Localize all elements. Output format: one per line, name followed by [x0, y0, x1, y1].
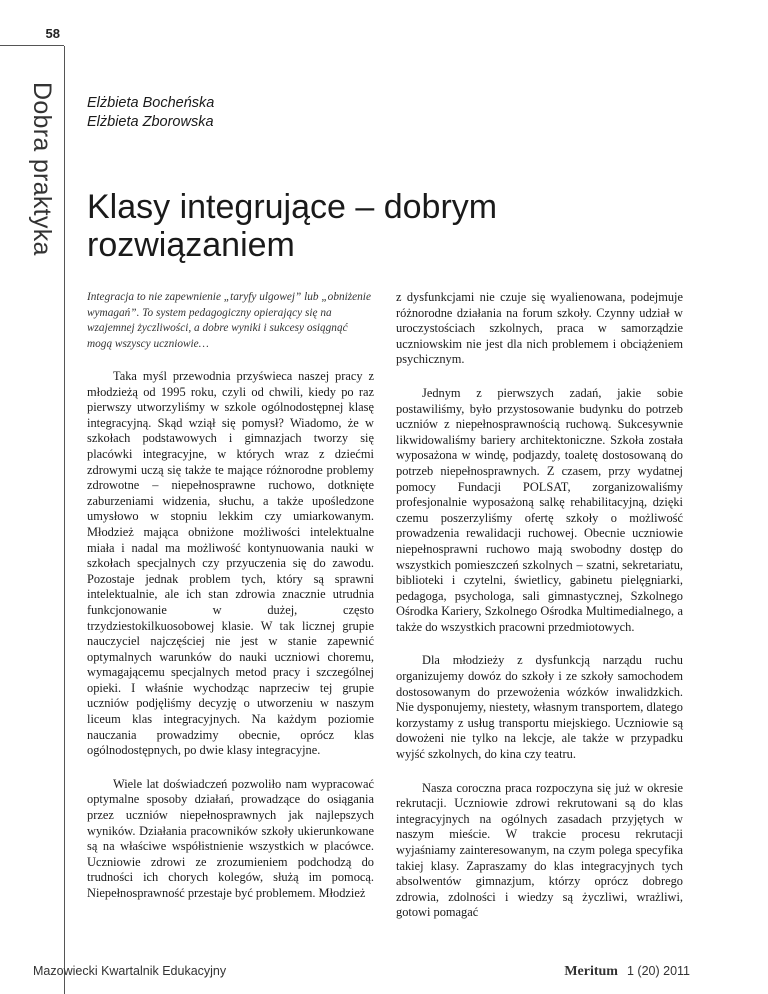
page-number: 58	[45, 26, 60, 41]
footer-issue: 1 (20) 2011	[626, 964, 690, 978]
body-paragraph: Wiele lat doświadczeń pozwoliło nam wypracować optymalne sposoby działań, prowadzące do osiągania przez uczniów niepełnosprawnych jak najlepszych wyników. Działania pracowników szkoły ukierunkowane są na właściwe współistnienie wszystkich w placówce. Uczniowie zdrowi ze zrozumieniem podchodzą do trudności ich chorych kolegów, służą im pomocą. Niepełnosprawność przestaje być problemem. Młodzież	[87, 776, 374, 900]
footer-brand: Meritum	[564, 964, 618, 979]
author-name: Elżbieta Bocheńska	[87, 95, 215, 111]
margin-rule	[64, 46, 65, 994]
lead-paragraph: Integracja to nie zapewnienie „taryfy ulgowej” lub „obniżenie wymagań”. To system pedagogiczny opierający się na wzajemnej życzliwości, a dobre wyniki i sukcesy osiągnąć mogą wszyscy uczniowie…	[87, 291, 371, 350]
authors	[87, 94, 214, 132]
body-paragraph: z dysfunkcjami nie czuje się wyalienowana, podejmuje różnorodne działania na forum szkoły. Czynny udział w uroczystościach szkolnych, praca w samorządzie uczniowskim nie jest dla nich problemem i obciążeniem psychicznym.	[396, 290, 683, 367]
body-paragraph: Taka myśl przewodnia przyświeca naszej pracy z młodzieżą od 1995 roku, czyli od chwili, kiedy po raz pierwszy utworzyliśmy w szkole ogólnodostępnej klasę integracyjną. Skąd wziął się pomysł? Wiadomo, że w szkołach podstawowych i gimnazjach tworzy się placówki integracyjne, w których wraz z dziećmi zdrowymi uczą się także te mające różnorodne problemy zdrowotne – niepełnosprawne ruchowo, dotknięte zaburzeniami widzenia, słuchu, a także upośledzone umysłowo w stopniu lekkim czy umiarkowanym. Młodzież mająca obniżone możliwości intelektualne miała i nadal ma możliwość kontynuowania nauki w szkołach specjalnych czy przyuczenia się do zawodu. Pozostaje jednak problem tych, który są sprawni intelektualnie, ale ich stan zdrowia znacznie utrudnia funkcjonowanie w dużej, często trzydziestokilkuosobowej klasie. W tak licznej grupie nauczyciel najczęściej nie jest w stanie zapewnić optymalnych warunków do nauki uczniowi choremu, wymagającemu specjalnych metod pracy i szczególnej opieki. I właśnie wychodząc naprzeciw tej grupie uczniów podjęliśmy decyzję o utworzeniu w naszym liceum klas integracyjnych. Na każdym poziomie nauczania prowadzimy obecnie, oprócz klas ogólnodostępnych, po dwie klasy integracyjne.	[87, 369, 374, 758]
right-column	[396, 290, 683, 939]
footer-issue-info	[564, 963, 690, 980]
left-column	[87, 290, 374, 920]
body-paragraph: Dla młodzieży z dysfunkcją narządu ruchu organizujemy dowóz do szkoły i ze szkoły samochodem dostosowanym do przewożenia wózków inwalidzkich. Nie dysponujemy, niestety, własnym transportem, dlatego korzystamy z usług transportu miejskiego. Uczniowie są dowożeni nie tylko na lekcje, ale także w przypadku wyjść szkolnych, do kina czy teatru.	[396, 653, 683, 762]
body-paragraph: Jednym z pierwszych zadań, jakie sobie postawiliśmy, było przystosowanie budynku do potrzeb uczniów z niepełnosprawnością ruchową. Sukcesywnie likwidowaliśmy bariery architektoniczne. Szkoła została wyposażona w windę, podjazdy, toaletę dostosowaną do potrzeb niepełnosprawnych. Z czasem, przy wydatnej pomocy Fundacji POLSAT, zorganizowaliśmy profesjonalnie wyposażoną salkę rehabilitacyjną, dzięki czemu poszerzyliśmy ofertę szkoły o możliwość prowadzenia rewalidacji ruchowej. Obecnie uczniowie niepełnosprawni ruchowo mają swobodny dostęp do wszystkich pomieszczeń szkolnych – szatni, sekretariatu, biblioteki i czytelni, świetlicy, gabinetu pielęgniarki, pedagoga, psychologa, sali gimnastycznej, Szkolnego Ośrodka Kariery, Szkolnego Ośrodka Multimedialnego, a także do wszystkich pracowni przedmiotowych.	[396, 385, 683, 634]
footer-journal: Mazowiecki Kwartalnik Edukacyjny	[33, 964, 227, 978]
section-label: Dobra praktyka	[28, 82, 56, 256]
header-rule	[0, 45, 64, 46]
article-title: Klasy integrujące – dobrym rozwiązaniem	[87, 188, 498, 264]
author-name: Elżbieta Zborowska	[87, 114, 214, 130]
body-paragraph: Nasza coroczna praca rozpoczyna się już w okresie rekrutacji. Uczniowie zdrowi rekrutowani są do klas integracyjnych na ogólnych zasadach przyjętych w naszym mieście. W trakcie procesu rekrutacji wyjaśniamy zainteresowanym, na czym polega specyfika takiej klasy. Zapraszamy do klas integracyjnych tych absolwentów gimnazjum, którzy oprócz dobrego zdrowia, zdolności i wiedzy są życzliwi, wrażliwi, gotowi pomagać	[396, 780, 683, 920]
